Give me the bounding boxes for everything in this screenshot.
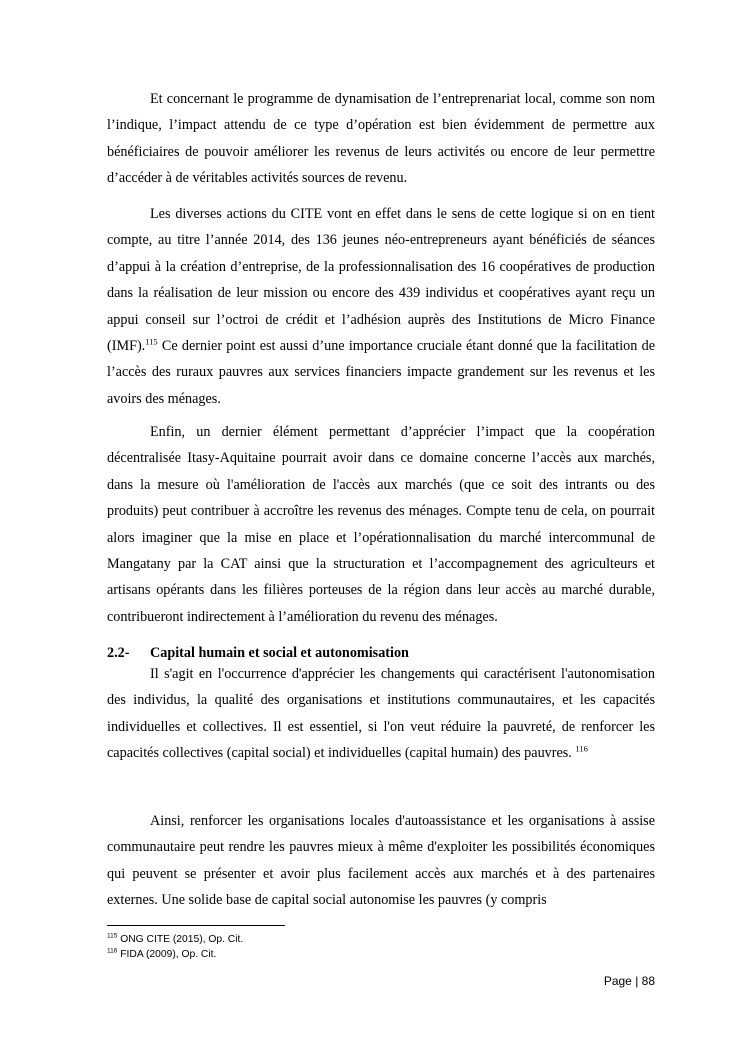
footnotes xyxy=(107,932,243,962)
paragraph-entrepreneuriat: Et concernant le programme de dynamisation de l’entreprenariat local, comme son nom l’indique, l’impact attendu de ce type d’opération est bien évidemment de permettre aux bénéficiaires de pouvoir améliorer les revenus de leurs activités ou encore de leur permettre d’accéder à de véritables activités sources de revenu. xyxy=(107,91,655,187)
paragraph-text: Il s'agit en l'occurrence d'apprécier les changements qui caractérisent l'autonomisation des individus, la qualité des organisations et institutions communautaires, et les capacités individuelles et collectives. Il est essentiel, si l'on veut réduire la pauvreté, de renforcer les capacités collectives (capital social) et individuelles (capital humain) des pauvres. xyxy=(107,666,655,762)
paragraph-text: Les diverses actions du CITE vont en effet dans le sens de cette logique si on en tient compte, au titre l’année 2014, des 136 jeunes néo-entrepreneurs ayant bénéficiés de séances d’appui à la création d’entreprise, de la professionnalisation des 16 coopératives de production dans la réalisation de leur mission ou encore des 439 individus et coopératives ayant reçu un appui conseil sur l’octroi de crédit et l’adhésion auprès des Institutions de Micro Finance (IMF). xyxy=(107,206,655,355)
paragraph-organisations-locales: Ainsi, renforcer les organisations locales d'autoassistance et les organisations à assise communautaire peut rendre les pauvres mieux à même d'exploiter les possibilités économiques qui peuvent se présenter et avoir plus facilement accès aux marchés et à des partenaires externes. Une solide base de capital social autonomise les pauvres (y compris xyxy=(107,813,655,909)
footnote-divider xyxy=(107,925,285,926)
paragraph-autonomisation xyxy=(107,661,655,767)
footnote-116: $^{116}$ FIDA (2009), Op. Cit. xyxy=(107,947,217,960)
section-title: Capital humain et social et autonomisation xyxy=(150,645,409,661)
footnote-ref-115[interactable]: 115 xyxy=(145,336,158,347)
footnote-ref-116[interactable]: 116 xyxy=(575,743,588,754)
page-number: Page | 88 xyxy=(603,974,655,988)
paragraph-text: Ce dernier point est aussi d’une importance cruciale étant donné que la facilitation de l’accès des ruraux pauvres aux services financiers impacte grandement sur les revenus et les avoirs des ménages. xyxy=(107,338,655,407)
section-number: 2.2- xyxy=(107,645,130,661)
paragraph-acces-marches: Enfin, un dernier élément permettant d’apprécier l’impact que la coopération décentralisée Itasy-Aquitaine pourrait avoir dans ce domaine concerne l’accès aux marchés, dans la mesure où l'amélioration de l'accès aux marchés (que ce soit des intrants ou des produits) peut contribuer à accroître les revenus des ménages. Compte tenu de cela, on pourrait alors imaginer que la mise en place et l’opérationnalisation du marché intercommunal de Mangatany par la CAT ainsi que la structuration et l’accompagnement des agriculteurs et artisans opérants dans les filières porteuses de la région dans leur accès au marché durable, contribueront indirectement à l’amélioration du revenu des ménages. xyxy=(107,424,655,625)
footnote-115: $^{115}$ ONG CITE (2015), Op. Cit. xyxy=(107,932,244,945)
paragraph-actions-cite xyxy=(107,201,655,412)
